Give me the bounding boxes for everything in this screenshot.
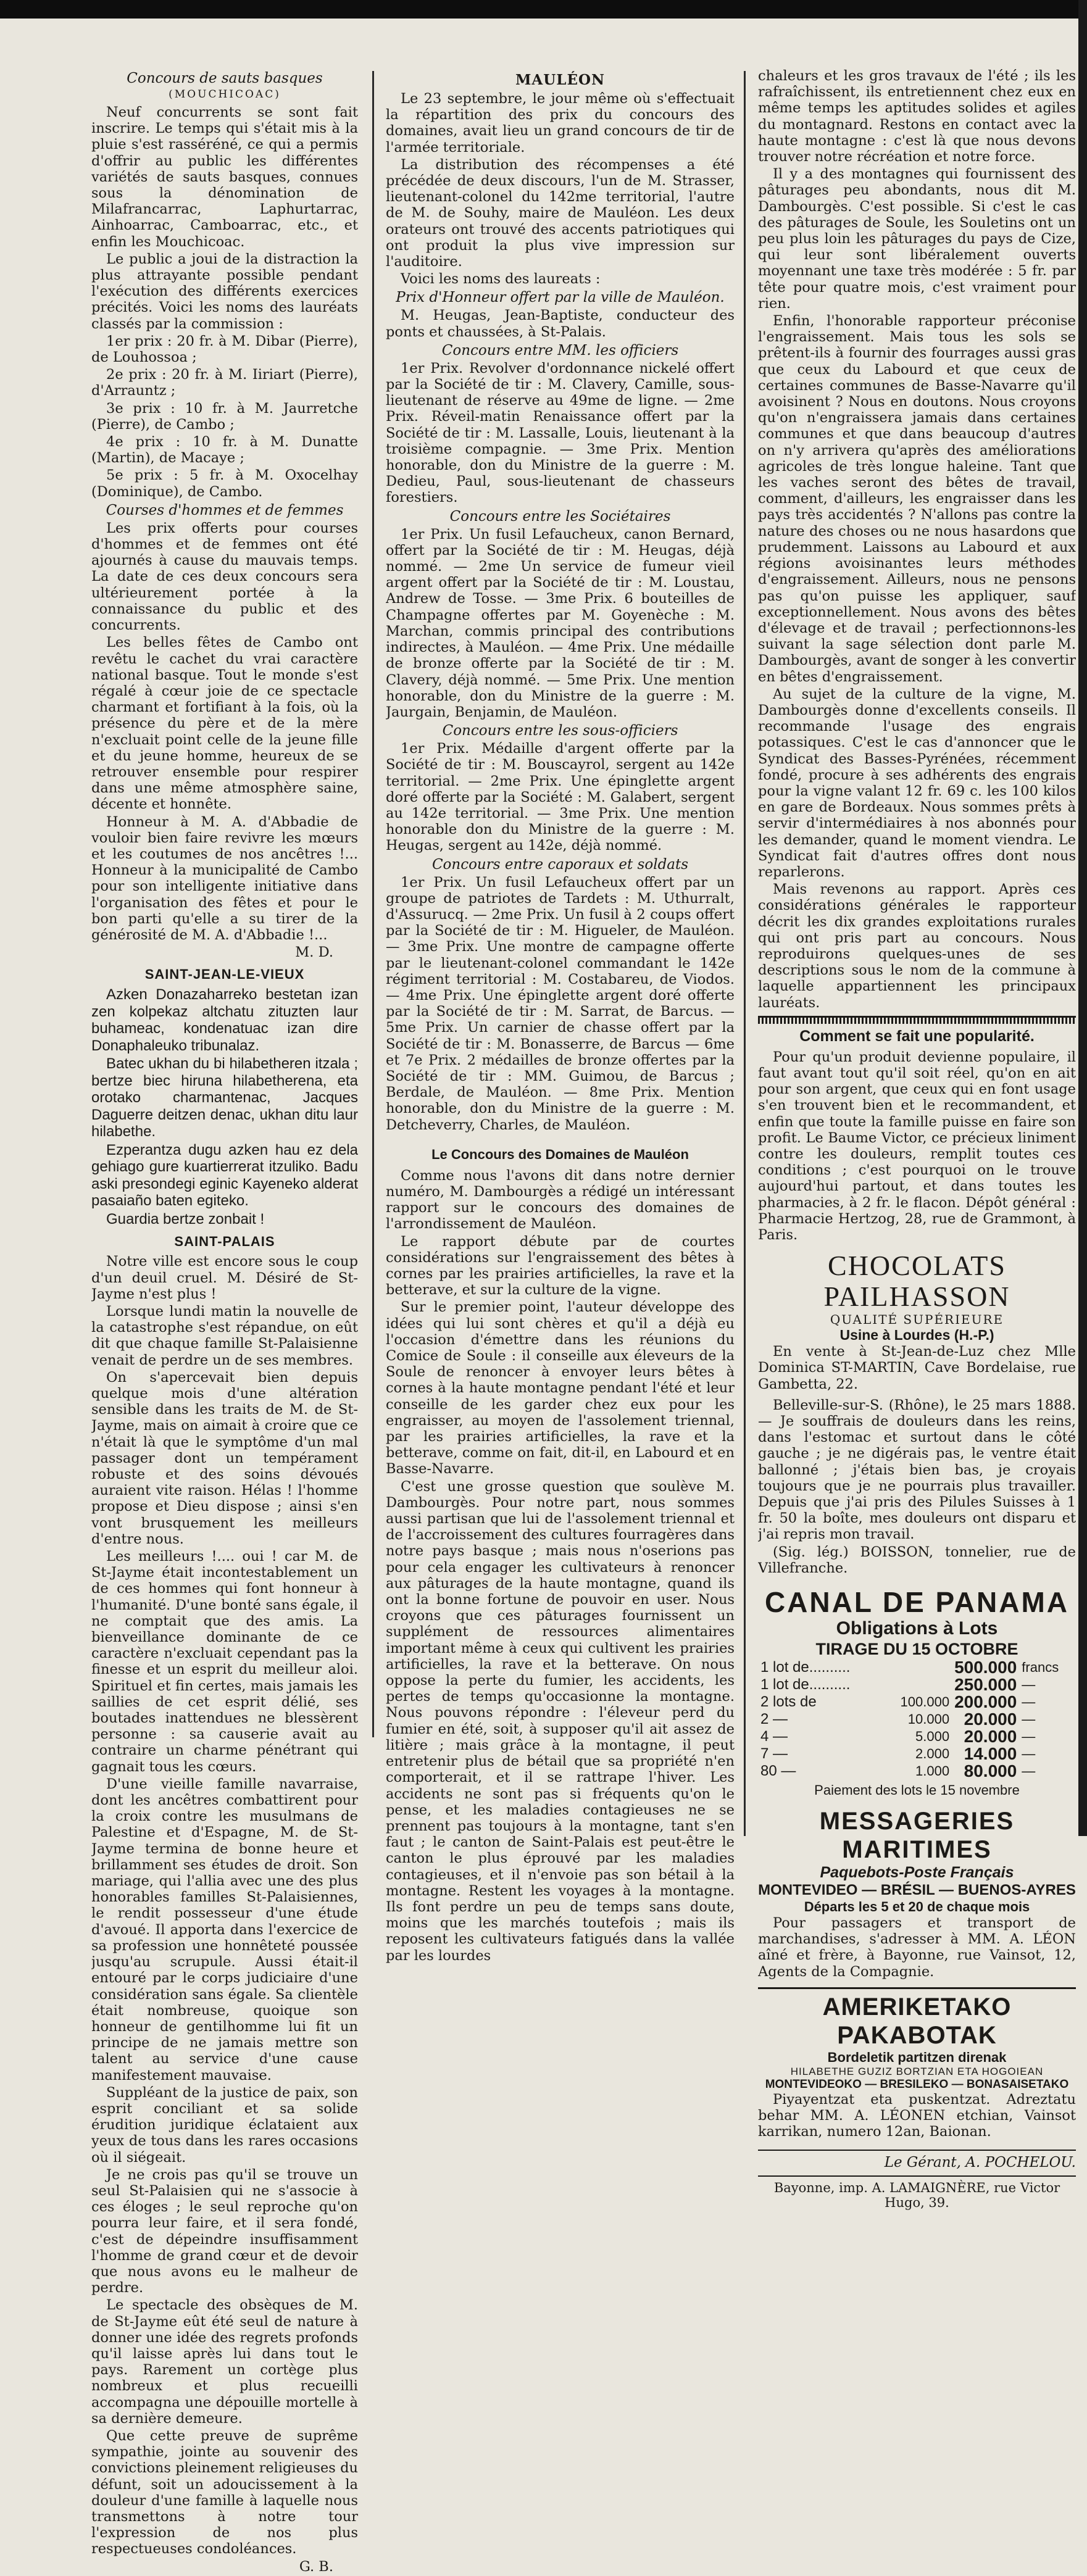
lot-amount: 250.000 bbox=[954, 1675, 1017, 1695]
paragraph: On s'apercevait bien depuis quelque mois d'une altération sensible dans les traits de M. de St-Jayme, mais on aimait à croire que ce n'était là que le symptôme d'un mal passager dont un tempérament robuste et des soins dévoués auraient vite raison. Hélas ! l'homme propose et Dieu dispose ; ainsi s'en vont brusquement les meilleurs d'entre nous. bbox=[91, 1369, 358, 1547]
paragraph: Enfin, l'honorable rapporteur préconise l'engraissement. Mais tous les sols se prêtent-ils à fournir des fourrages aussi gras que ceux du Labourd et que ceux de certaines communes de Basse-Navarre qu'il avoisinent ? Nous en doutons. Nous croyons qu'on n'engraissera jamais dans certaines communes et que dans beaucoup d'autres on n'y arrivera qu'après des améliorations agricoles de très longue haleine. Tant que les vaches seront des bêtes de travail, comment, d'ailleurs, les engraisser dans les pays très accidentés ? N'allons pas contre la nature des choses ou ne nous hasardons que prudemment. Laissons au Labourd et aux régions avoisinantes leurs méthodes d'engraissement. Ailleurs, nous ne pensons pas qu'on puisse les appliquer, sauf exceptionnellement. Nous avons des bêtes d'élevage et de travail ; perfectionnons-les suivant la sage sélection dont parle M. Dambourgès, avant de songer à les convertir en bêtes d'engraissement. bbox=[758, 313, 1076, 685]
ad-messageries-text: Pour passagers et transport de marchandises, s'adresser à MM. A. LÉON aîné et frère, à Bayonne, rue Vainsot, 12, Agents de la Compagnie. bbox=[758, 1915, 1076, 1980]
heading-sauts-basques: Concours de sauts basques bbox=[127, 70, 323, 86]
heading-sous-officiers: Concours entre les sous-officiers bbox=[442, 723, 678, 739]
ad-ameriketako-text: Piyayentzat eta puskentzat. Adreztatu behar MM. A. LÉONEN etchian, Vainsot karrikan, numero 12an, Baionan. bbox=[758, 2091, 1076, 2140]
heading-concours-domaines: Le Concours des Domaines de Mauléon bbox=[431, 1146, 689, 1162]
ad-messageries-subtitle: Paquebots-Poste Français bbox=[820, 1864, 1014, 1882]
lot-currency: — bbox=[1022, 1729, 1036, 1745]
paragraph: Les belles fêtes de Cambo ont revêtu le cachet du vrai caractère national basque. Tout le monde s'est régalé à cœur joie de ce spectacle charmant et fortifiant à la fois, où la présence du père et de la mère n'excluait point celle de la jeune fille et du jeune homme, heureux de se retrouver ensemble pour respirer dans une même atmosphère saine, décente et honnête. bbox=[91, 634, 358, 813]
paragraph: Sur le premier point, l'auteur développe des idées qui lui sont chères et qu'il a déjà eu l'occasion d'émettre dans les réunions du Comice de Soule : il conseille aux éleveurs de la Soule de renoncer à envoyer leurs bêtes à cornes à la haute montagne pendant l'été et leur conseille de les garder chez eux pour les engraisser, au moyen de l'assolement triennal, par les prairies artificielles, la rave et la betterave, comme on fait, dit-il, en Labourd et en Basse-Navarre. bbox=[386, 1299, 735, 1477]
paragraph: 1er Prix. Médaille d'argent offerte par la Société de tir : M. Bouscayrol, sergent au 142e territorial. — 2me Prix. Une épinglette argent doré offerte par la Société : M. Galabert, sergent au 142e territorial. — 3me Prix. Une mention honorable don du Ministre de la guerre : M. Heugas, sergent au 142e, déjà nommé. bbox=[386, 741, 735, 854]
heading-officiers: Concours entre MM. les officiers bbox=[441, 342, 679, 359]
table-row bbox=[758, 1745, 1076, 1763]
prize-line: 4e prix : 10 fr. à M. Dunatte (Martin), de Macaye ; bbox=[91, 434, 358, 467]
ad-ameriketako-subtitle: Bordeletik partitzen direnak bbox=[827, 2049, 1007, 2065]
page-top-border bbox=[0, 0, 1087, 19]
heading-mouchicoac: (MOUCHICOAC) bbox=[169, 88, 281, 101]
paragraph: Mais revenons au rapport. Après ces considérations générales le rapporteur décrit les dix grandes exploitations rurales qui ont pris part au concours. Nous reproduirons quelques-unes de ses descriptions sous le nom de la commune à laquelle appartiennent les principaux lauréats. bbox=[758, 881, 1076, 1011]
paragraph: C'est une grosse question que soulève M. Dambourgès. Pour notre part, nous sommes aussi partisan que lui de l'assolement triennal et de l'accroissement des cultures fourragères dans notre pays basque ; mais nous n'oserions pas pour cela engager les cultivateurs à renoncer aux pâturages de la haute montagne, quand ils ont la bonne fortune de pouvoir en user. Nous croyons que ces pâturages fournissent un supplément de ressources alimentaires important même à ceux qui cultivent les prairies artificielles, la rave et la betterave. On nous oppose la perte du fumier, les accidents, les pertes de temps qu'occasionne la montagne. Nous pouvons répondre : l'éleveur perd du fumier en été, soit, à supposer qu'il ait assez de litière ; mais grâce à la montagne, il peut entretenir plus de bétail que sa propriété n'en comporterait, et il se rattrape l'hiver. Les accidents ne sont pas si fréquents qu'on le pense, et les maladies contagieuses ne se prennent pas toujours à la montagne, tant s'en faut ; le canton de Saint-Palais est peut-être le canton le plus éprouvé par les maladies contagieuses, et il n'envoie pas son bétail à la montagne. Restent les voyages à la montagne. Ils font perdre un peu de temps sans doute, moins que les marchés toutefois ; mais ils reposent les cultivateurs fatigués dans la vallée par les lourdes bbox=[386, 1478, 735, 1964]
column-rule-1 bbox=[372, 71, 374, 1737]
heading-mauleon: MAULÉON bbox=[515, 72, 606, 88]
ad-panama-lots-table bbox=[758, 1659, 1076, 1780]
ad-chocolats-title: CHOCOLATS PAILHASSON bbox=[823, 1250, 1010, 1313]
heading-societaires: Concours entre les Sociétaires bbox=[449, 508, 671, 525]
paragraph-basque: Guardia bertze zonbait ! bbox=[106, 1210, 265, 1228]
prize-line: 1er prix : 20 fr. à M. Dibar (Pierre), de Louhossoa ; bbox=[91, 333, 358, 366]
paragraph: Lorsque lundi matin la nouvelle de la catastrophe s'est répandue, on eût dit que chaque famille St-Palaisienne venait de perdre un de ses membres. bbox=[91, 1303, 358, 1368]
paragraph: Comme nous l'avons dit dans notre dernier numéro, M. Dambourgès a rédigé un intéressant rapport sur le concours des domaines de l'arrondissement de Mauléon. bbox=[386, 1167, 735, 1232]
lot-label: 7 — bbox=[760, 1745, 788, 1763]
ad-popularite-title: Comment se fait une popularité. bbox=[799, 1027, 1035, 1045]
table-row bbox=[758, 1763, 1076, 1780]
column-rule-2 bbox=[744, 71, 746, 1836]
paragraph: Voici les noms des laureats : bbox=[401, 271, 601, 288]
paragraph: chaleurs et les gros travaux de l'été ; ils les rafraîchissent, ils entretiennent chez eux en même temps les aptitudes solides et agiles du montagnard. Restons en contact avec la haute montagne : c'est là que nous devons trouver notre récréation et notre force. bbox=[758, 68, 1076, 165]
lot-amount: 80.000 bbox=[964, 1761, 1017, 1781]
lot-unit-value bbox=[889, 1676, 952, 1693]
ad-ameriketako-title: AMERIKETAKO PAKABOTAK bbox=[758, 1987, 1076, 2050]
heading-caporaux: Concours entre caporaux et soldats bbox=[431, 856, 689, 873]
table-row bbox=[758, 1728, 1076, 1745]
paragraph: Le public a joui de la distraction la plus attrayante possible pendant l'exécution des différents exercices précités. Voici les noms des lauréats classés par la commission : bbox=[91, 251, 358, 332]
lot-currency: — bbox=[1022, 1694, 1036, 1710]
table-row bbox=[758, 1711, 1076, 1728]
lot-amount: 20.000 bbox=[964, 1727, 1017, 1747]
lot-label: 1 lot de.......... bbox=[760, 1676, 851, 1693]
paragraph: Suppléant de la justice de paix, son esprit conciliant et sa solide érudition juridique éclataient aux yeux de tous dans les rares occasions où il siégeait. bbox=[91, 2084, 358, 2166]
paragraph: La distribution des récompenses a été précédée de deux discours, l'un de M. Strasser, lieutenant-colonel du 142me territorial, l'autre de M. de Souhy, maire de Mauléon. Les deux orateurs ont trouvé des accents patriotiques qui ont produit la plus vive impression sur l'auditoire. bbox=[386, 156, 735, 270]
lot-amount: 500.000 bbox=[954, 1658, 1017, 1677]
lot-currency: francs bbox=[1022, 1660, 1059, 1676]
paragraph: M. Heugas, Jean-Baptiste, conducteur des ponts et chaussées, à St-Palais. bbox=[386, 307, 735, 340]
column-right bbox=[758, 68, 1076, 2210]
paragraph: Je ne crois pas qu'il se trouve un seul St-Palaisien qui ne s'associe à ces éloges ; le seul reproche qu'on pourra leur faire, et il sera fondé, c'est de dépeindre insuffisamment l'homme de grand cœur et de devoir que nous avons eu le malheur de perdre. bbox=[91, 2166, 358, 2296]
paragraph: Honneur à M. A. d'Abbadie de vouloir bien faire revivre les mœurs et les coutumes de nos ancêtres !... Honneur à la municipalité de Cambo pour son intelligente initiative dans l'organisation des fêtes et pour le bon parti qu'elle a su tirer de la générosité de M. A. d'Abbadie !... bbox=[91, 813, 358, 943]
ad-separator bbox=[758, 1016, 1076, 1024]
ad-ameriketako-route: MONTEVIDEOKO — BRESILEKO — BONASAISETAKO bbox=[765, 2077, 1069, 2091]
prize-line: 5e prix : 5 fr. à M. Oxocelhay (Dominique), de Cambo. bbox=[91, 467, 358, 500]
heading-saint-palais: SAINT-PALAIS bbox=[174, 1234, 275, 1250]
paragraph: 1er Prix. Un fusil Lefaucheux offert par un groupe de patriotes de Tardets : M. Uthurralt, d'Assurucq. — 2me Prix. Un fusil à 2 coups offert par la Société de tir : M. Higueler, de Mauléon. — 3me Prix. Une montre de campagne offerte par le lieutenant-colonel commandant le 142e régiment territorial : M. Costabareu, de Viodos. — 4me Prix. Une épinglette argent doré offerte par la Société de tir : M. Sarrat, de Barcus. — 5me Prix. Un carnier de chasse offert par la Société de tir : M. Bonasserre, de Barcus — 6me et 7e Prix. 2 médailles de bronze offertes par la Société de tir : MM. Guimou, de Barcus ; Berdale, de Mauléon. — 8me Prix. Mention honorable, don du Ministre de la guerre : M. Detcheverry, Charles, de Mauléon. bbox=[386, 874, 735, 1133]
paragraph: 1er Prix. Un fusil Lefaucheux, canon Bernard, offert par la Société de tir : M. Heugas, déjà nommé. — 2me Un service de fumeur vieil argent offert par la Société de tir : M. Loustau, Andrew de Tosse. — 3me Prix. 6 bouteilles de Champagne offertes par M. Goyenèche : M. Marchan, commis principal des contributions indirectes, à Mauléon. — 4me Prix. Une médaille de bronze offerte par la Société de tir : M. Clavery, déjà nommé. — 5me Prix. Une mention honorable, don du Ministre de la guerre : M. Jaurgain, Benjamin, de Mauléon. bbox=[386, 526, 735, 720]
lot-label: 2 — bbox=[760, 1711, 788, 1728]
prize-line: 3e prix : 10 fr. à M. Jaurretche (Pierre), de Cambo ; bbox=[91, 400, 358, 433]
ad-ameriketako-frequency: HILABETHE GUZIZ BORTZIAN ETA HOGOIEAN bbox=[790, 2065, 1044, 2077]
ad-messageries-title: MESSAGERIES MARITIMES bbox=[819, 1808, 1015, 1864]
lot-amount: 14.000 bbox=[964, 1744, 1017, 1764]
heading-courses: Courses d'hommes et de femmes bbox=[106, 502, 344, 518]
lot-currency: — bbox=[1022, 1763, 1036, 1779]
lot-unit-value: 2.000 bbox=[915, 1746, 950, 1762]
paragraph: Neuf concurrents se sont fait inscrire. Le temps qui s'était mis à la pluie s'est rasséréné, ce qui a permis d'offrir au public les différentes variétés de sauts basques, connues sous la dénomination de Milafrancarrac, Laphurtarrac, Ainhoarrac, Camboarrac, etc., et enfin les Mouchicoac. bbox=[91, 104, 358, 250]
lot-amount: 200.000 bbox=[954, 1692, 1017, 1712]
imprint-line: Bayonne, imp. A. LAMAIGNÈRE, rue Victor Hugo, 39. bbox=[758, 2175, 1076, 2210]
table-row bbox=[758, 1659, 1076, 1676]
lot-amount: 20.000 bbox=[964, 1710, 1017, 1729]
table-row bbox=[758, 1693, 1076, 1711]
paragraph-basque: Azken Donazaharreko bestetan izan zen kolpekaz altchatu zituzten laur buhameac, kondenatuac izan dire Donaphaleuko tribunalaz. bbox=[91, 986, 358, 1054]
ad-panama-tirage: TIRAGE DU 15 OCTOBRE bbox=[815, 1640, 1018, 1659]
paragraph: Il y a des montagnes qui fournissent des pâturages peu abondants, nous dit M. Dambourgès. C'est possible. Si c'est le cas des pâturages de Soule, les Souletins ont un peu plus loin les pâturages du pays de Cize, qui leur sont libéralement ouverts moyennant une taxe très modérée : 5 fr. par tête pour quatre mois, c'est vraiment pour rien. bbox=[758, 166, 1076, 312]
ad-chocolats-usine: Usine à Lourdes (H.-P.) bbox=[839, 1327, 994, 1344]
paragraph: Le spectacle des obsèques de M. de St-Jayme eût été seul de nature à donner une idée des regrets profonds qu'il laisse après lui dans tout le pays. Rarement un cortège plus nombreux et plus recueilli accompagna une dépouille mortelle à sa dernière demeure. bbox=[91, 2297, 358, 2427]
lot-unit-value: 10.000 bbox=[907, 1711, 950, 1727]
ad-chocolats-subtitle: QUALITÉ SUPÉRIEURE bbox=[830, 1312, 1004, 1327]
gerant-signature: Le Gérant, A. POCHELOU. bbox=[758, 2150, 1076, 2171]
table-row bbox=[758, 1676, 1076, 1693]
ad-chocolats-vente: En vente à St-Jean-de-Luz chez Mlle Dominica ST-MARTIN, Cave Bordelaise, rue Gambetta, 22. bbox=[758, 1344, 1076, 1392]
lot-currency: — bbox=[1022, 1711, 1036, 1727]
heading-saint-jean-le-vieux: SAINT-JEAN-LE-VIEUX bbox=[144, 966, 305, 983]
paragraph: Que cette preuve de suprême sympathie, jointe au souvenir des convictions pleinement religieuses du défunt, soit un adoucissement à la douleur d'une famille à laquelle nous transmettons à notre tour l'expression de nos plus respectueuses condoléances. bbox=[91, 2427, 358, 2557]
heading-prix-honneur: Prix d'Honneur offert par la ville de Mauléon. bbox=[396, 289, 725, 306]
ad-pilules-signature: (Sig. lég.) BOISSON, tonnelier, rue de Villefranche. bbox=[758, 1544, 1076, 1576]
paragraph: Le rapport débute par de courtes considérations sur l'engraissement des bêtes à cornes par les prairies artificielles, la rave et la betterave, et sur la culture de la vigne. bbox=[386, 1233, 735, 1298]
ad-panama-title: CANAL DE PANAMA bbox=[764, 1586, 1070, 1619]
ad-messageries-route: MONTEVIDEO — BRÉSIL — BUENOS-AYRES bbox=[758, 1882, 1076, 1899]
signature: G. B. bbox=[299, 2558, 333, 2575]
ad-messageries-dates: Départs les 5 et 20 de chaque mois bbox=[804, 1899, 1030, 1915]
paragraph: Le 23 septembre, le jour même où s'effectuait la répartition des prix du concours des domaines, avait lieu un grand concours de tir de l'armée territoriale. bbox=[386, 91, 735, 156]
lot-label: 80 — bbox=[760, 1763, 796, 1780]
lot-label: 2 lots de bbox=[760, 1693, 817, 1711]
ad-pilules-text: Belleville-sur-S. (Rhône), le 25 mars 1888. — Je souffrais de douleurs dans les reins, dans l'estomac et surtout dans le côté gauche ; je ne digérais pas, le ventre était ballonné ; j'étais bien bas, je croyais toujours que je ne pourrais plus travailler. Depuis que j'ai pris des Pilules Suisses à 1 fr. 50 la boîte, mes douleurs ont disparu et j'ai repris mon travail. bbox=[758, 1397, 1076, 1543]
prize-line: 2e prix : 20 fr. à M. Iiriart (Pierre), d'Arrauntz ; bbox=[91, 367, 358, 399]
paragraph: Les prix offerts pour courses d'hommes et de femmes ont été ajournés à cause du mauvais temps. La date de ces deux concours sera ultérieurement portée à la connaissance du public et des concurrents. bbox=[91, 520, 358, 634]
paragraph: D'une vieille famille navarraise, dont les ancêtres combattirent pour la croix contre les musulmans de Palestine et d'Espagne, M. de St-Jayme termina de bonne heure et brillamment ses études de droit. Son mariage, qui l'allia avec une des plus honorables familles St-Palaisiennes, le rendit possesseur d'une étude d'avoué. Il apporta dans l'exercice de sa profession une honnêteté poussée jusqu'au scrupule. Aussi était-il entouré par le corps judiciaire d'une considération sans égale. Sa clientèle était nombreuse, quoique son honneur de gentilhomme lui fit un principe de ne jamais mettre son talent au service d'une cause manifestement mauvaise. bbox=[91, 1776, 358, 2084]
lot-currency: — bbox=[1022, 1677, 1036, 1693]
lot-label: 4 — bbox=[760, 1728, 788, 1745]
lot-unit-value bbox=[889, 1659, 952, 1676]
lot-label: 1 lot de.......... bbox=[760, 1659, 851, 1676]
column-middle bbox=[386, 68, 735, 1965]
column-left bbox=[91, 68, 358, 2576]
ad-panama-paiement: Paiement des lots le 15 novembre bbox=[814, 1782, 1020, 1798]
paragraph-basque: Ezperantza dugu azken hau ez dela gehiago gure kuartierrerat itzuliko. Badu aski presondegi eginic Kayeneko alderat pasaiaño baten egiteko. bbox=[91, 1141, 358, 1210]
paragraph: 1er Prix. Revolver d'ordonnance nickelé offert par la Société de tir : M. Clavery, Camille, sous-lieutenant de réserve au 49me de ligne. — 2me Prix. Réveil-matin Renaissance offert par la Société de tir : M. Lassalle, Louis, lieutenant à la troisième compagnie. — 3me Prix. Mention honorable, don du Ministre de la guerre : M. Dedieu, Paul, sous-lieutenant de chasseurs forestiers. bbox=[386, 360, 735, 506]
paragraph: Au sujet de la culture de la vigne, M. Dambourgès donne d'excellents conseils. Il recommande l'usage des engrais potassiques. C'est le cas d'annoncer que le Syndicat des Basses-Pyrénées, récemment fondé, procure à ses adhérents des engrais pour la vigne valant 12 fr. 69 c. les 100 kilos en gare de Bordeaux. Nous sommes prêts à servir d'intermédiaires à nos abonnés pour les demander, quand le moment viendra. Le Syndicat fait d'autres offres dont nous reparlerons. bbox=[758, 686, 1076, 880]
paragraph-basque: Batec ukhan du bi hilabetheren itzala ; bertze biec hiruna hilabetherena, eta orotako charmantenac, Jacques Daguerre deitzen denac, ukhan ditu laur hilabethe. bbox=[91, 1055, 358, 1141]
signature: M. D. bbox=[295, 944, 333, 961]
page-right-border bbox=[1078, 0, 1087, 1836]
lot-currency: — bbox=[1022, 1746, 1036, 1762]
lot-unit-value: 100.000 bbox=[900, 1694, 950, 1710]
lot-unit-value: 1.000 bbox=[915, 1763, 950, 1779]
lot-unit-value: 5.000 bbox=[915, 1729, 950, 1745]
paragraph: Les meilleurs !.... oui ! car M. de St-Jayme était incontestablement un de ces hommes qui font honneur à l'humanité. D'une bonté sans égale, il ne comptait que des amis. La bienveillance dominante de ce caractère n'excluait cependant pas la finesse et un esprit du meilleur aloi. Spirituel et fin certes, mais jamais les saillies de cet esprit délié, ses boutades inattendues ne blessèrent personne : sa causerie avait au contraire un charme pénétrant qui gagnait tous les cœurs. bbox=[91, 1548, 358, 1775]
ad-popularite-text: Pour qu'un produit devienne populaire, il faut avant tout qu'il soit réel, qu'on en ait pour son argent, que ceux qui en font usage s'en trouvent bien et le recommandent, et enfin que toute la famille puisse en faire son profit. Le Baume Victor, ce précieux liniment contre les douleurs, remplit toutes ces conditions ; c'est pourquoi on le trouve aujourd'hui partout, et dans toutes les pharmacies, à 2 fr. le flacon. Dépôt général : Pharmacie Hertzog, 28, rue de Grammont, à Paris. bbox=[758, 1049, 1076, 1244]
ad-panama-obligations: Obligations à Lots bbox=[836, 1618, 998, 1639]
paragraph: Notre ville est encore sous le coup d'un deuil cruel. M. Désiré de St-Jayme n'est plus ! bbox=[91, 1253, 358, 1302]
